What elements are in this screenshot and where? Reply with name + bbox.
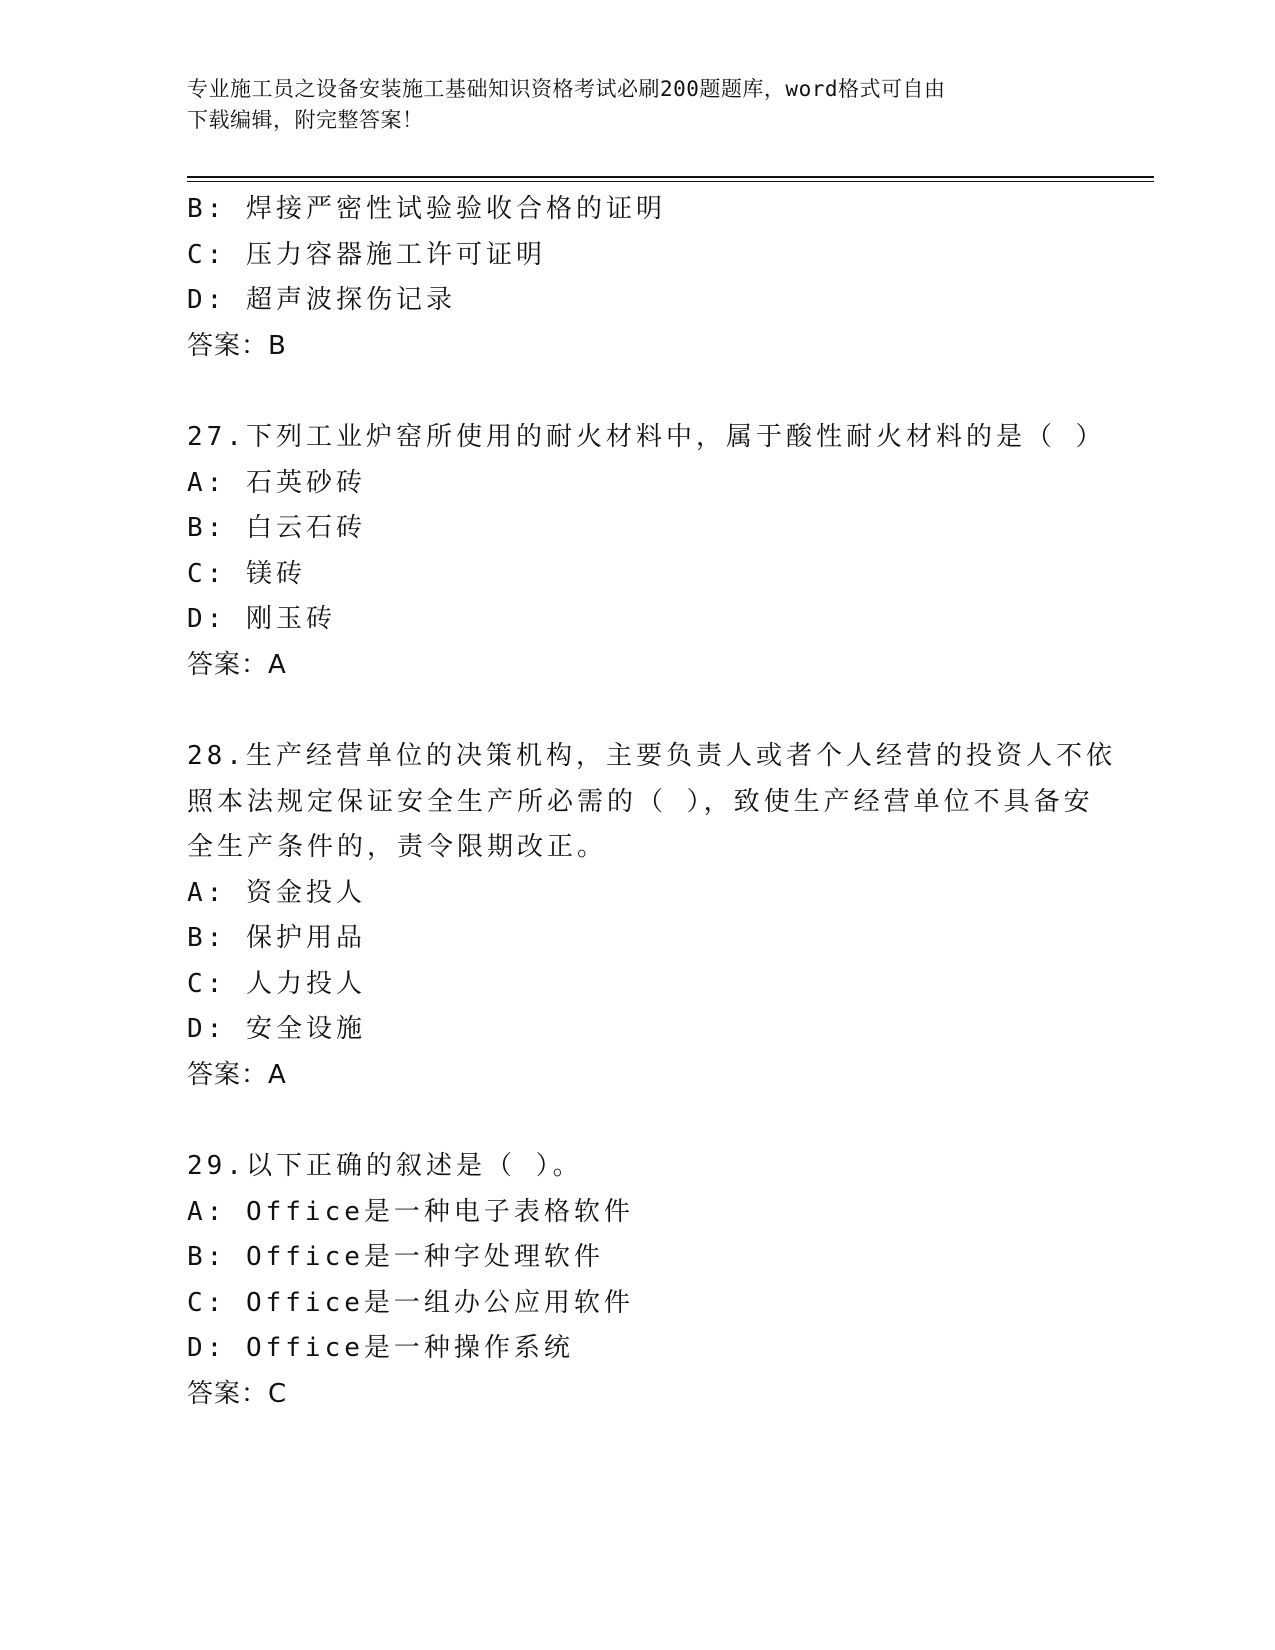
- option-a: A: 石英砂砖: [187, 467, 366, 498]
- question-stem-line-3: 全生产条件的，责令限期改正。: [187, 832, 608, 862]
- option-b: B: 白云石砖: [187, 513, 366, 543]
- header-divider-thick: [187, 176, 1154, 178]
- header-line-1: 专业施工员之设备安装施工基础知识资格考试必刷200题题库，word格式可自由: [187, 77, 946, 101]
- option-c: C: 镁砖: [187, 558, 306, 589]
- option-d: D: 安全设施: [187, 1014, 366, 1044]
- option-b: B: Office是一种字处理软件: [187, 1242, 604, 1272]
- question-stem: 27.下列工业炉窑所使用的耐火材料中，属于酸性耐火材料的是（ ）: [187, 422, 1106, 452]
- answer-line: 答案：A: [187, 649, 287, 680]
- option-a: A: Office是一种电子表格软件: [187, 1196, 634, 1227]
- question-27: [187, 415, 1106, 688]
- option-c: C: Office是一组办公应用软件: [187, 1287, 634, 1318]
- header-line-2: 下载编辑，附完整答案！: [187, 108, 424, 132]
- option-d: D: 超声波探伤记录: [187, 285, 456, 315]
- spacer: [187, 1098, 1087, 1144]
- option-d: D: Office是一种操作系统: [187, 1333, 574, 1363]
- option-b: B: 保护用品: [187, 923, 366, 953]
- answer-line: 答案：A: [187, 1059, 287, 1090]
- question-26-partial: [187, 187, 1087, 369]
- question-stem: 29.以下正确的叙述是（ ）。: [187, 1151, 583, 1181]
- spacer: [187, 688, 1087, 734]
- document-header: [187, 74, 1087, 136]
- question-stem-line-2: 照本法规定保证安全生产所必需的（ ），致使生产经营单位不具备安: [187, 786, 1094, 817]
- header-divider-thin: [187, 181, 1154, 182]
- option-c: C: 人力投人: [187, 968, 366, 999]
- question-29: [187, 1144, 1087, 1417]
- option-a: A: 资金投人: [187, 877, 366, 908]
- question-stem-line-1: 28.生产经营单位的决策机构，主要负责人或者个人经营的投资人不依: [187, 741, 1116, 771]
- option-b: B: 焊接严密性试验验收合格的证明: [187, 194, 666, 224]
- option-d: D: 刚玉砖: [187, 604, 336, 634]
- question-28: [187, 734, 1116, 1098]
- spacer: [187, 369, 1087, 415]
- answer-line: 答案：B: [187, 330, 287, 361]
- option-c: C: 压力容器施工许可证明: [187, 239, 546, 270]
- question-list: [187, 187, 1116, 1417]
- answer-line: 答案：C: [187, 1378, 288, 1409]
